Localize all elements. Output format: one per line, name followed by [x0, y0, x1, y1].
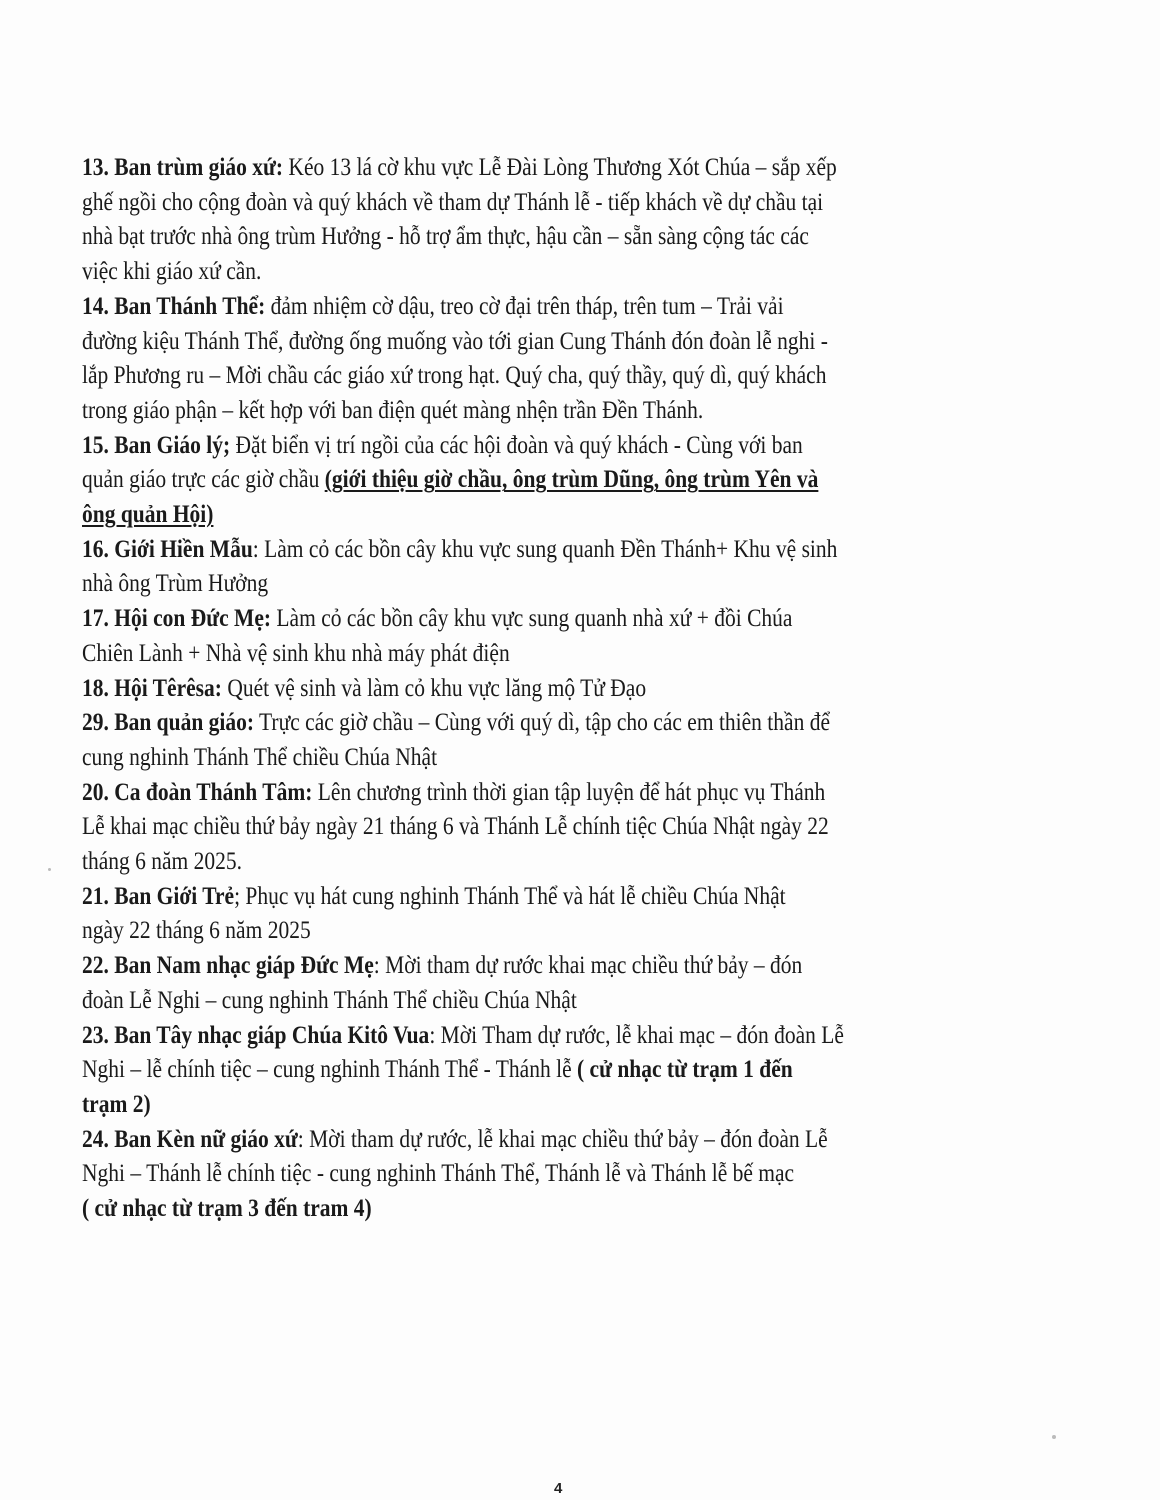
task-line — [82, 1087, 151, 1122]
task-line — [82, 948, 802, 983]
task-line — [82, 185, 823, 220]
task-line — [82, 150, 837, 185]
emphasis-text: (giới thiệu giờ chầu, ông trùm Dũng, ông trùm Yên và — [324, 466, 819, 494]
task-text: : Mời tham dự rước khai mạc chiều thứ bảy – đón — [373, 952, 803, 980]
task-line — [82, 913, 311, 948]
task-text: lắp Phương ru – Mời chầu các giáo xứ trong hạt. Quý cha, quý thầy, quý dì, quý khách — [82, 362, 827, 390]
task-text: đường kiệu Thánh Thể, đường ống muống vào tới gian Cung Thánh đón đoàn lễ nghi - — [82, 327, 828, 355]
task-line — [82, 879, 786, 914]
task-line — [82, 428, 803, 463]
task-line — [82, 1156, 794, 1191]
task-line — [82, 324, 828, 359]
scan-speck — [48, 868, 51, 871]
task-heading: 14. Ban Thánh Thể: — [82, 292, 266, 320]
task-line — [82, 254, 261, 289]
task-text: đảm nhiệm cờ dậu, treo cờ đại trên tháp, trên tum – Trải vải — [265, 292, 784, 320]
task-line — [82, 566, 268, 601]
task-text: tháng 6 năm 2025. — [82, 848, 243, 875]
task-line — [82, 532, 837, 567]
task-line — [82, 462, 818, 497]
task-heading: 21. Ban Giới Trẻ — [82, 882, 235, 910]
task-text: Chiên Lành + Nhà vệ sinh khu nhà máy phát điện — [82, 639, 510, 667]
task-line — [82, 1018, 844, 1053]
task-line — [82, 601, 792, 636]
task-text: Kéo 13 lá cờ khu vực Lễ Đài Lòng Thương Xót Chúa – sắp xếp — [283, 154, 837, 181]
task-line — [82, 636, 510, 671]
task-heading: 23. Ban Tây nhạc giáp Chúa Kitô Vua — [82, 1021, 430, 1049]
task-heading: 29. Ban quản giáo: — [82, 709, 255, 737]
task-line — [82, 219, 809, 254]
task-line — [82, 844, 242, 879]
task-heading: 13. Ban trùm giáo xứ: — [82, 154, 284, 181]
task-text: Nghi – Thánh lễ chính tiệc - cung nghinh Thánh Thể, Thánh lễ và Thánh lễ bế mạc — [82, 1160, 795, 1188]
task-line — [82, 705, 830, 740]
task-text: Lên chương trình thời gian tập luyện để hát phục vụ Thánh — [312, 778, 826, 806]
task-heading: 18. Hội Têrêsa: — [82, 674, 222, 702]
task-line — [82, 393, 703, 428]
task-text: : Mời Tham dự rước, lễ khai mạc – đón đoàn Lễ — [429, 1021, 844, 1049]
emphasis-text: ( cử nhạc từ trạm 1 đến — [576, 1056, 793, 1084]
task-line — [82, 1191, 372, 1226]
task-line — [82, 671, 646, 706]
task-text: ghế ngồi cho cộng đoàn và quý khách về tham dự Thánh lễ - tiếp khách về dự chầu tại — [82, 188, 824, 216]
emphasis-text: ( cử nhạc từ trạm 3 đến tram 4) — [82, 1195, 372, 1222]
task-line — [82, 983, 577, 1018]
task-heading: 20. Ca đoàn Thánh Tâm: — [82, 778, 313, 806]
task-text: quản giáo trực các giờ chầu — [82, 466, 325, 494]
task-text: Lễ khai mạc chiều thứ bảy ngày 21 tháng 6 và Thánh Lễ chính tiệc Chúa Nhật ngày 22 — [82, 813, 829, 841]
task-line — [82, 497, 213, 532]
task-line — [82, 358, 826, 393]
task-line — [82, 1122, 828, 1157]
task-line — [82, 1052, 793, 1087]
task-text: Làm cỏ các bồn cây khu vực sung quanh nhà xứ + đồi Chúa — [271, 605, 793, 633]
scan-speck — [1052, 1435, 1056, 1439]
task-text: Đặt biển vị trí ngồi của các hội đoàn và quý khách - Cùng với ban — [230, 431, 803, 459]
task-text: nhà ông Trùm Hưởng — [82, 570, 269, 598]
task-text: : Mời tham dự rước, lễ khai mạc chiều thứ bảy – đón đoàn Lễ — [297, 1125, 828, 1153]
task-text: việc khi giáo xứ cần. — [82, 258, 262, 286]
task-text: trong giáo phận – kết hợp với ban điện quét màng nhện trần Đền Thánh. — [82, 396, 704, 424]
task-text: Quét vệ sinh và làm cỏ khu vực lăng mộ Tử Đạo — [221, 674, 647, 702]
task-heading: 22. Ban Nam nhạc giáp Đức Mẹ — [82, 952, 374, 980]
emphasis-text: ông quản Hội) — [82, 501, 214, 528]
task-heading: 24. Ban Kèn nữ giáo xứ — [82, 1125, 298, 1153]
task-text: Trực các giờ chầu – Cùng với quý dì, tập cho các em thiên thần để — [254, 709, 830, 737]
emphasis-text: trạm 2) — [82, 1090, 151, 1118]
task-line — [82, 740, 437, 775]
task-heading: 17. Hội con Đức Mẹ: — [82, 605, 272, 633]
task-text: cung nghinh Thánh Thể chiều Chúa Nhật — [82, 743, 438, 771]
task-heading: 16. Giới Hiền Mẫu — [82, 535, 253, 563]
task-line — [82, 809, 829, 844]
task-text: ngày 22 tháng 6 năm 2025 — [82, 917, 311, 945]
task-text: nhà bạt trước nhà ông trùm Hưởng - hỗ trợ ẩm thực, hậu cần – sẵn sàng cộng tác các — [82, 223, 809, 251]
task-text: : Làm cỏ các bồn cây khu vực sung quanh Đền Thánh+ Khu vệ sinh — [252, 535, 838, 563]
page-number: 4 — [554, 1480, 563, 1497]
task-text: đoàn Lễ Nghi – cung nghinh Thánh Thể chiều Chúa Nhật — [82, 986, 577, 1014]
task-text: ; Phục vụ hát cung nghinh Thánh Thể và hát lễ chiều Chúa Nhật — [234, 882, 786, 910]
task-line — [82, 289, 784, 324]
task-line — [82, 775, 825, 810]
task-heading: 15. Ban Giáo lý; — [82, 431, 231, 459]
task-text: Nghi – lễ chính tiệc – cung nghinh Thánh Thể - Thánh lễ — [82, 1056, 577, 1084]
